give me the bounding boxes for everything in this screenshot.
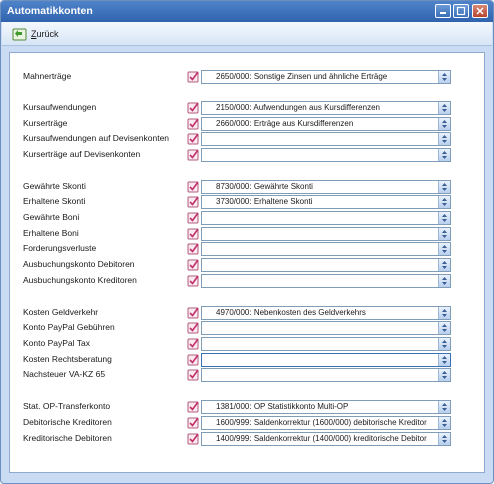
account-row xyxy=(10,195,486,209)
account-row xyxy=(10,148,486,162)
toolbar xyxy=(2,22,492,46)
back-button-label: Zurück xyxy=(31,29,59,39)
maximize-button[interactable] xyxy=(453,4,469,18)
account-select[interactable] xyxy=(201,117,451,131)
account-select[interactable] xyxy=(201,416,451,430)
checkbox-edit-icon[interactable] xyxy=(187,368,200,381)
checkbox-edit-icon[interactable] xyxy=(187,242,200,255)
account-label: Kosten Rechtsberatung xyxy=(23,354,112,364)
spin-arrows-icon[interactable] xyxy=(438,102,450,114)
account-select[interactable] xyxy=(201,353,451,367)
title-bar[interactable] xyxy=(1,1,493,22)
checkbox-edit-icon[interactable] xyxy=(187,227,200,240)
account-select[interactable] xyxy=(201,258,451,272)
account-select-value: 4970/000: Nebenkosten des Geldverkehrs xyxy=(216,308,366,317)
spin-arrows-icon[interactable] xyxy=(438,196,450,208)
account-row xyxy=(10,242,486,256)
spin-arrows-icon[interactable] xyxy=(438,417,450,429)
account-label: Kurserträge xyxy=(23,118,68,128)
spin-arrows-icon[interactable] xyxy=(438,243,450,255)
close-icon xyxy=(473,5,487,17)
spin-arrows-icon[interactable] xyxy=(438,433,450,445)
account-label: Nachsteuer VA-KZ 65 xyxy=(23,369,106,379)
checkbox-edit-icon[interactable] xyxy=(187,337,200,350)
account-label: Erhaltene Boni xyxy=(23,228,79,238)
checkbox-edit-icon[interactable] xyxy=(187,353,200,366)
account-select-value: 3730/000: Erhaltene Skonti xyxy=(216,197,313,206)
account-row xyxy=(10,306,486,320)
account-row xyxy=(10,368,486,382)
account-select[interactable] xyxy=(201,274,451,288)
account-select[interactable] xyxy=(201,101,451,115)
account-row xyxy=(10,132,486,146)
spin-arrows-icon[interactable] xyxy=(438,354,450,366)
spin-arrows-icon[interactable] xyxy=(438,71,450,83)
spin-arrows-icon[interactable] xyxy=(438,275,450,287)
spin-arrows-icon[interactable] xyxy=(438,322,450,334)
account-row xyxy=(10,432,486,446)
maximize-icon xyxy=(454,5,468,17)
account-select[interactable] xyxy=(201,211,451,225)
checkbox-edit-icon[interactable] xyxy=(187,132,200,145)
checkbox-edit-icon[interactable] xyxy=(187,321,200,334)
account-select[interactable] xyxy=(201,148,451,162)
checkbox-edit-icon[interactable] xyxy=(187,148,200,161)
account-row xyxy=(10,274,486,288)
account-label: Stat. OP-Transferkonto xyxy=(23,401,111,411)
spin-arrows-icon[interactable] xyxy=(438,118,450,130)
account-row xyxy=(10,258,486,272)
account-label: Ausbuchungskonto Debitoren xyxy=(23,259,135,269)
account-label: Mahnerträge xyxy=(23,71,72,81)
spin-arrows-icon[interactable] xyxy=(438,259,450,271)
spin-arrows-icon[interactable] xyxy=(438,212,450,224)
account-select[interactable] xyxy=(201,242,451,256)
spin-arrows-icon[interactable] xyxy=(438,307,450,319)
account-select-value: 2660/000: Erträge aus Kursdifferenzen xyxy=(216,119,354,128)
account-label: Erhaltene Skonti xyxy=(23,196,86,206)
checkbox-edit-icon[interactable] xyxy=(187,117,200,130)
minimize-button[interactable] xyxy=(435,4,451,18)
account-select[interactable] xyxy=(201,132,451,146)
account-label: Gewährte Boni xyxy=(23,212,80,222)
account-label: Kursaufwendungen auf Devisenkonten xyxy=(23,133,170,143)
spin-arrows-icon[interactable] xyxy=(438,228,450,240)
account-row xyxy=(10,321,486,335)
spin-arrows-icon[interactable] xyxy=(438,338,450,350)
account-row xyxy=(10,70,486,84)
account-label: Konto PayPal Tax xyxy=(23,338,90,348)
account-select-value: 1600/999: Saldenkorrektur (1600/000) debitorische Kreditor xyxy=(216,418,427,427)
account-label: Ausbuchungskonto Kreditoren xyxy=(23,275,137,285)
spin-arrows-icon[interactable] xyxy=(438,149,450,161)
checkbox-edit-icon[interactable] xyxy=(187,211,200,224)
account-label: Konto PayPal Gebühren xyxy=(23,322,115,332)
account-select[interactable] xyxy=(201,432,451,446)
account-label: Gewährte Skonti xyxy=(23,181,86,191)
account-row xyxy=(10,337,486,351)
account-row xyxy=(10,180,486,194)
account-select[interactable] xyxy=(201,321,451,335)
checkbox-edit-icon[interactable] xyxy=(187,416,200,429)
account-select[interactable] xyxy=(201,227,451,241)
account-select[interactable] xyxy=(201,195,451,209)
checkbox-edit-icon[interactable] xyxy=(187,70,200,83)
account-label: Kurserträge auf Devisenkonten xyxy=(23,149,141,159)
checkbox-edit-icon[interactable] xyxy=(187,432,200,445)
accounts-panel xyxy=(9,52,485,473)
spin-arrows-icon[interactable] xyxy=(438,369,450,381)
checkbox-edit-icon[interactable] xyxy=(187,274,200,287)
account-label: Kosten Geldverkehr xyxy=(23,307,99,317)
account-select[interactable] xyxy=(201,337,451,351)
account-select[interactable] xyxy=(201,180,451,194)
account-select-value: 8730/000: Gewährte Skonti xyxy=(216,182,313,191)
account-label: Kreditorische Debitoren xyxy=(23,433,112,443)
account-row xyxy=(10,416,486,430)
checkbox-edit-icon[interactable] xyxy=(187,101,200,114)
minimize-icon xyxy=(436,5,450,17)
account-row xyxy=(10,211,486,225)
back-button[interactable] xyxy=(12,26,59,42)
spin-arrows-icon[interactable] xyxy=(438,181,450,193)
account-select-value: 2150/000: Aufwendungen aus Kursdifferenzen xyxy=(216,103,380,112)
account-row xyxy=(10,117,486,131)
spin-arrows-icon[interactable] xyxy=(438,401,450,413)
account-label: Kursaufwendungen xyxy=(23,102,97,112)
account-row xyxy=(10,101,486,115)
account-select-value: 1381/000: OP Statistikkonto Multi-OP xyxy=(216,402,349,411)
account-select[interactable] xyxy=(201,306,451,320)
checkbox-edit-icon[interactable] xyxy=(187,400,200,413)
account-label: Forderungsverluste xyxy=(23,243,97,253)
spin-arrows-icon[interactable] xyxy=(438,133,450,145)
account-select[interactable] xyxy=(201,400,451,414)
account-select-value: 1400/999: Saldenkorrektur (1400/000) kreditorische Debitor xyxy=(216,434,427,443)
account-select[interactable] xyxy=(201,70,451,84)
back-arrow-icon xyxy=(12,27,28,41)
window-title: Automatikkonten xyxy=(7,5,93,17)
checkbox-edit-icon[interactable] xyxy=(187,306,200,319)
account-row xyxy=(10,353,486,367)
account-label: Debitorische Kreditoren xyxy=(23,417,112,427)
account-select[interactable] xyxy=(201,368,451,382)
account-row xyxy=(10,400,486,414)
checkbox-edit-icon[interactable] xyxy=(187,258,200,271)
account-select-value: 2650/000: Sonstige Zinsen und ähnliche Erträge xyxy=(216,72,388,81)
checkbox-edit-icon[interactable] xyxy=(187,195,200,208)
close-button[interactable] xyxy=(472,4,488,18)
checkbox-edit-icon[interactable] xyxy=(187,180,200,193)
account-row xyxy=(10,227,486,241)
